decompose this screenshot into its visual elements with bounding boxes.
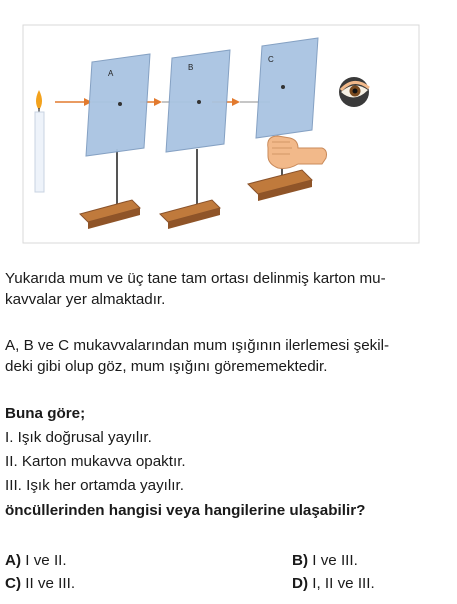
option-a-text: I ve II.	[21, 552, 67, 569]
option-b-letter: B)	[292, 552, 309, 569]
para1-line1: Yukarıda mum ve üç tane tam ortası delinmiş karton mu-	[5, 270, 386, 287]
para1-line2: kavvalar yer almaktadır.	[5, 291, 166, 308]
option-d[interactable]	[292, 574, 375, 594]
option-a[interactable]	[5, 551, 67, 571]
option-d-text: I, II ve III.	[308, 575, 375, 592]
paragraph-intro	[5, 268, 450, 310]
para2-line2: deki gibi olup göz, mum ışığını görememektedir.	[5, 358, 328, 375]
premise-1: I. Işık doğrusal yayılır.	[5, 429, 152, 446]
question-prompt: öncüllerinden hangisi veya hangilerine ulaşabilir?	[5, 502, 366, 519]
premise-3: III. Işık her ortamda yayılır.	[5, 477, 184, 494]
option-b[interactable]	[292, 551, 358, 571]
option-b-text: I ve III.	[308, 552, 358, 569]
paragraph-observation	[5, 335, 450, 377]
option-c[interactable]	[5, 574, 75, 594]
premises-list	[5, 426, 450, 498]
experiment-figure	[22, 24, 420, 244]
label-c: C	[268, 55, 274, 64]
option-a-letter: A)	[5, 552, 22, 569]
option-d-letter: D)	[292, 575, 309, 592]
option-c-text: II ve III.	[21, 575, 76, 592]
option-c-letter: C)	[5, 575, 22, 592]
label-b: B	[188, 63, 194, 72]
para2-line1: A, B ve C mukavvalarından mum ışığının ilerlemesi şekil-	[5, 337, 390, 354]
label-a: A	[108, 69, 114, 78]
eye-icon	[339, 77, 369, 107]
question-lead: Buna göre;	[5, 405, 86, 422]
premise-2: II. Karton mukavva opaktır.	[5, 453, 186, 470]
